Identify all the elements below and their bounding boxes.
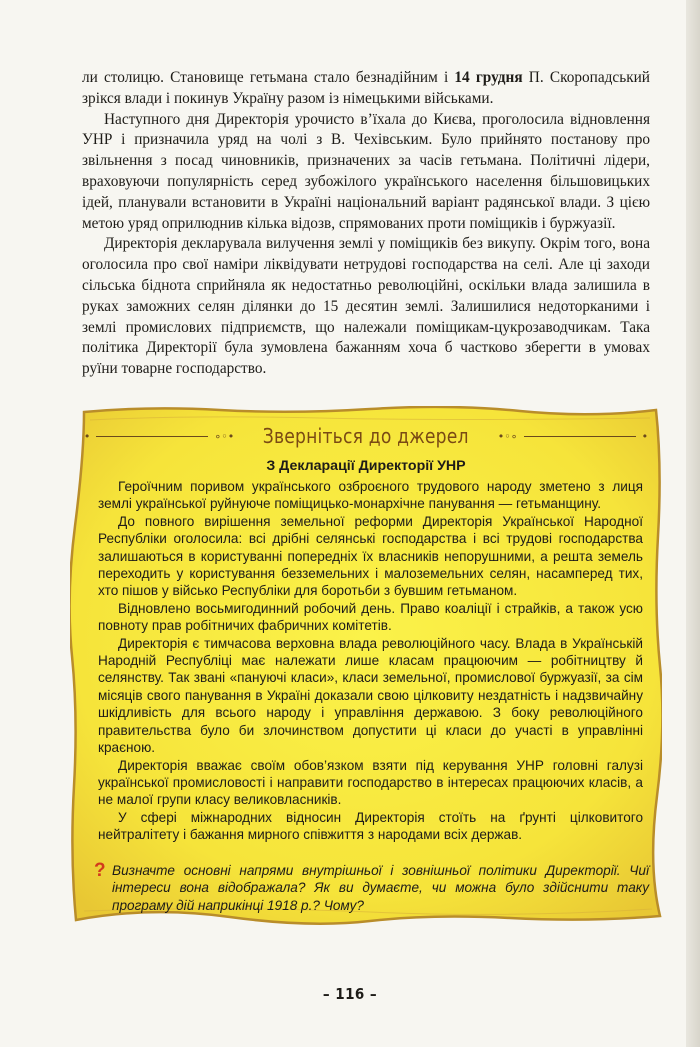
paragraph-3: Директорія декларувала вилучення землі у поміщиків без викупу. Окрім того, вона оголосила про свої наміри ліквідувати нетрудові господарства на селі. Але ці заходи сільська біднота сприйняла як недостатньо революційні, оскільки влада залишила в руках заможних селян ділянки до 15 десятин землі. Залишилися недоторканими і землі промислових підприємств, що належали поміщикам-цукрозаводчикам. Така політика Директорії була зумовлена бажанням хоча б частково зберегти в умовах руїни товарне господарство. [82,235,650,378]
bold-date: 14 грудня [454,69,523,86]
page-number: – 116 – [322,985,378,1003]
question-text: Визначте основні напрями внутрішньої і зовнішньої політики Директорії. Чиї інтереси вона відображала? Як ви думаєте, чи можна було здійснити таку програму дій наприкінці 1918 р.? Чому? [112,863,649,913]
ornament-left-flourish: ∘◦• [214,429,235,443]
declaration-paragraph: Героїчним поривом українського озброєного трудового народу зметено з лиця землі української руйнуюче поміщицько-монархічне панування — гетьманщину. [98,479,643,512]
declaration-paragraph: У сфері міжнародних відносин Директорія стоїть на ґрунті цілковитого нейтралітету і бажання мирного співжиття з народами всіх держав. [98,809,643,843]
paragraph-2: Наступного дня Директорія урочисто в’їхала до Києва, проголосила відновлення УНР і призначила уряд на чолі з В. Чехівським. Було прийнято постанову про звільнення з посад чиновників, призначених за часів гетьмана. Політичні лідери, враховуючи популярність серед зубожілого українського населення більшовицьких ідей, планували встановити в Україні національний варіант радянської влади. З цією метою уряд оприлюднив кілька відозв, спрямованих проти поміщиків і буржуазії. [82,110,650,232]
main-text [82,68,650,380]
review-question [94,862,649,914]
heading-rule-left [96,436,208,437]
declaration-paragraph: Директорія є тимчасова верховна влада революційного часу. Влада в Українській Народній Республіці має належати лише класам працюючим — робітництву й селянству. Так звані «пануючі класи», класи земельної, промислової буржуазії, за сім місяців свого панування в Україні доказали свою цілковиту нездатність і надзвичайну шкідливість для всього народу і управління державою. З боку революційного правительства було би злочинством допустити ці класи до участі в управлінні краєною. [98,635,643,756]
source-box-heading [70,420,662,452]
source-box [70,406,662,926]
ornament-right-dot: • [641,429,649,443]
declaration-paragraph: Відновлено восьмигодинний робочий день. Право коаліції і страйків, а також усю повноту прав робітничих фабричних комітетів. [98,600,643,634]
paragraph-1 [82,68,650,110]
source-box-subtitle: З Декларації Директорії УНР [266,458,466,474]
ornament-right-flourish: •◦∘ [497,429,518,443]
declaration-paragraph: До повного вирішення земельної реформи Директорія Української Народної Республіки оголосила: всі дрібні селянські господарства і всі трудові господарства залишаються в користуванні попередніх їх власників непорушними, а решта земель переходить у користування безземельних і малоземельних селян, насамперед тих, хто пішов у військо Республіки для боротьби з бувшим гетьманом. [98,513,643,599]
question-mark-icon: ? [94,860,106,881]
paragraph-1-text: ли столицю. Становище гетьмана стало безнадійним і 14 грудня П. Скоропадський зрікся влади і покинув Україну разом із німецькими військами. [82,69,650,107]
declaration-text [98,478,643,844]
ornament-left-dot: • [83,429,91,443]
declaration-paragraph: Директорія вважає своїм обов’язком взяти під керування УНР головні галузі української промисловості і направити господарство в інтересах працюючих класів, а не малої групи класу великовласників. [98,757,643,808]
source-box-title: Зверніться до джерел [263,424,469,448]
heading-rule-right [524,436,636,437]
page-binding-edge [686,0,700,1047]
